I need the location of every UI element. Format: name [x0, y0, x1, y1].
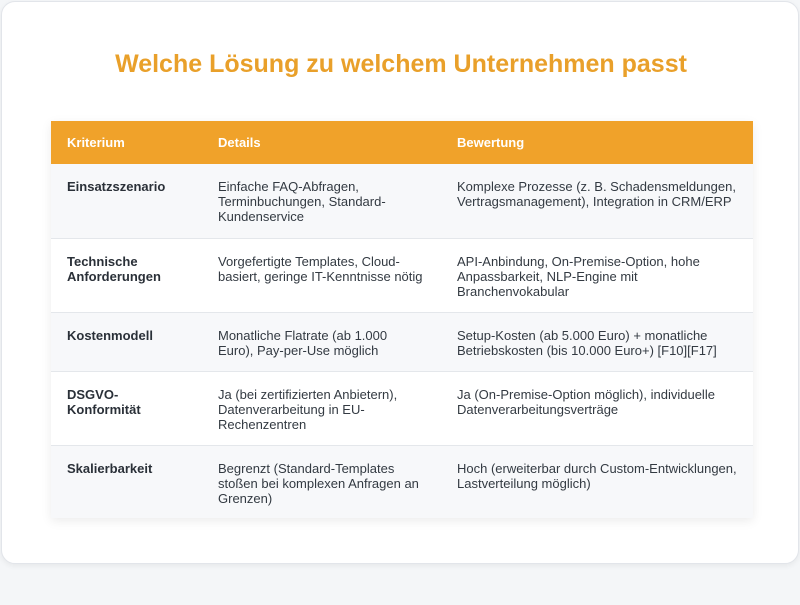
- table-row: [51, 371, 753, 445]
- row-details: Einfache FAQ-Abfragen, Terminbuchungen, Standard-Kundenservice: [202, 164, 441, 238]
- table-header-row: [51, 121, 753, 164]
- comparison-table-container: [51, 121, 753, 518]
- comparison-table: [51, 121, 753, 518]
- header-kriterium: Kriterium: [67, 135, 125, 150]
- row-rating: Komplexe Prozesse (z. B. Schadensmeldungen, Vertragsmanagement), Integration in CRM/ERP: [441, 164, 753, 238]
- row-rating: Ja (On-Premise-Option möglich), individuelle Datenverarbeitungsverträge: [441, 371, 753, 445]
- table-row: [51, 164, 753, 238]
- page-title: Welche Lösung zu welchem Unternehmen passt: [115, 50, 687, 78]
- row-criterion: Kostenmodell: [51, 312, 202, 371]
- header-details: Details: [218, 135, 261, 150]
- row-details: Begrenzt (Standard-Templates stoßen bei komplexen Anfragen an Grenzen): [218, 460, 419, 506]
- table-row: [51, 312, 753, 371]
- row-criterion: DSGVO-Konformität: [51, 371, 202, 445]
- row-criterion: Einsatzszenario: [51, 164, 202, 238]
- row-criterion: Skalierbarkeit: [67, 460, 153, 476]
- row-rating: Hoch (erweiterbar durch Custom-Entwicklungen, Lastverteilung möglich): [457, 460, 737, 491]
- row-rating: API-Anbindung, On-Premise-Option, hohe Anpassbarkeit, NLP-Engine mit Branchenvokabular: [441, 238, 753, 312]
- row-details: Ja (bei zertifizierten Anbietern), Datenverarbeitung in EU-Rechenzentren: [202, 371, 441, 445]
- table-row: [51, 445, 753, 518]
- row-details: Monatliche Flatrate (ab 1.000 Euro), Pay-per-Use möglich: [202, 312, 441, 371]
- header-bewertung: Bewertung: [457, 135, 525, 150]
- row-details: Vorgefertigte Templates, Cloud-basiert, geringe IT-Kenntnisse nötig: [202, 238, 441, 312]
- table-row: [51, 238, 753, 312]
- content-card: [1, 1, 799, 564]
- row-rating: Setup-Kosten (ab 5.000 Euro) + monatliche Betriebskosten (bis 10.000 Euro+) [F10][F17]: [441, 312, 753, 371]
- row-criterion: Technische Anforderungen: [51, 238, 202, 312]
